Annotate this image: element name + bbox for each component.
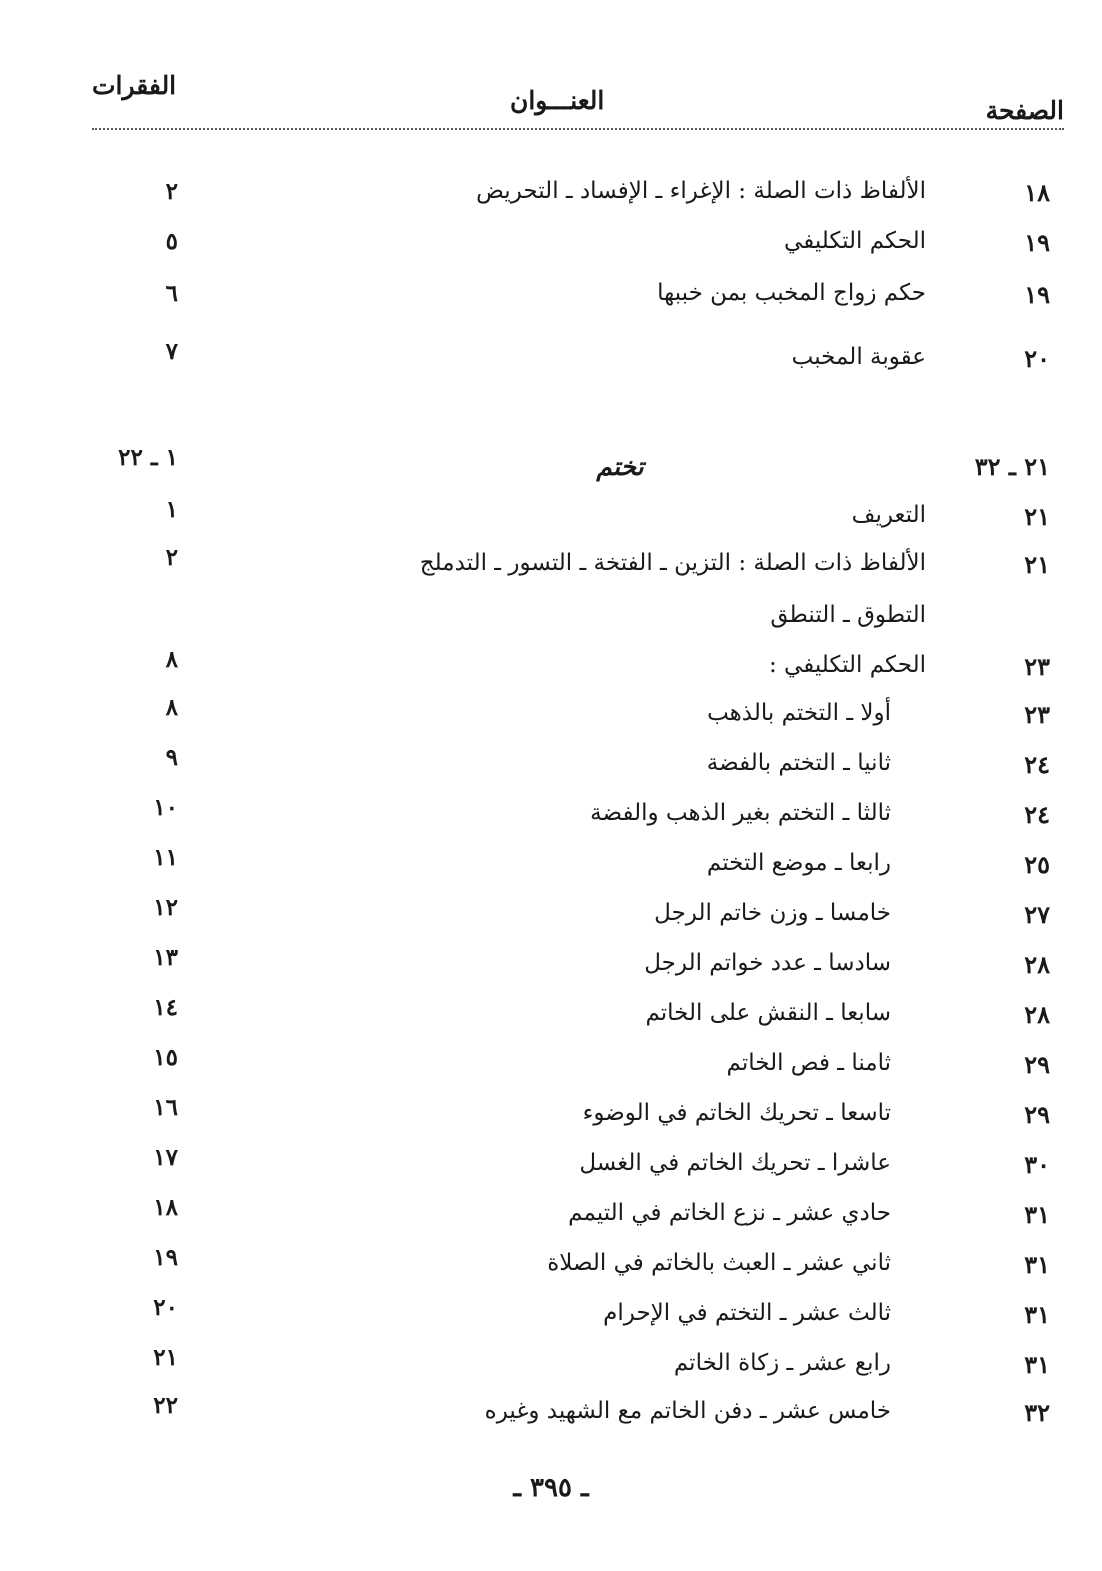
toc-paragraph-number: ١٥ [153,1044,178,1071]
toc-entry-title: حكم زواج المخبب بمن خببها [657,280,926,306]
toc-entry-title: حادي عشر ـ نزع الخاتم في التيمم [568,1200,891,1226]
toc-entry-title: سادسا ـ عدد خواتم الرجل [644,950,891,976]
toc-paragraph-number: ٢٠ [153,1294,178,1321]
header-divider [92,128,1064,130]
toc-paragraph-number: ١٣ [153,944,178,971]
toc-row [0,794,1102,840]
toc-paragraph-number: ٢ [165,544,178,571]
toc-entry-title: رابع عشر ـ زكاة الخاتم [673,1350,891,1376]
toc-entry-title: ثانيا ـ التختم بالفضة [706,750,891,776]
toc-paragraph-number: ٢١ [153,1344,178,1371]
toc-row [0,744,1102,790]
toc-page-number: ٣١ [1024,1300,1050,1329]
toc-entry-title: الألفاظ ذات الصلة : التزين ـ الفتخة ـ التسور ـ التدملج [419,550,926,576]
toc-paragraph-number: ١٤ [153,994,178,1021]
toc-paragraph-range: ١ ـ ٢٢ [118,444,178,471]
toc-row [0,994,1102,1040]
toc-row [0,228,1102,268]
toc-row [0,1144,1102,1190]
toc-paragraph-number: ١٨ [153,1194,178,1221]
toc-row [0,1094,1102,1140]
toc-row [0,1344,1102,1390]
toc-paragraph-number: ٧ [165,338,178,365]
toc-row [0,1244,1102,1290]
column-header-title: العنـــوان [510,86,605,115]
toc-row [0,944,1102,990]
toc-entry-title: خامسا ـ وزن خاتم الرجل [654,900,891,926]
page-number: ـ ٣٩٥ ـ [513,1473,589,1503]
toc-entry-title: الألفاظ ذات الصلة : الإغراء ـ الإفساد ـ التحريض [476,178,926,204]
toc-page-number: ١٩ [1024,280,1050,309]
toc-page-number: ٣٢ [1024,1398,1050,1427]
toc-page-number: ٢٨ [1024,950,1050,979]
toc-page-number: ٢٩ [1024,1100,1050,1129]
toc-entry-title: الحكم التكليفي : [768,652,926,678]
toc-paragraph-number: ١٩ [153,1244,178,1271]
toc-paragraph-number: ١١ [153,844,178,871]
toc-row [0,338,1102,384]
toc-page-number: ٢٤ [1024,750,1050,779]
column-header-paragraphs: الفقرات [92,71,177,100]
toc-row [0,178,1102,218]
toc-row [0,1294,1102,1340]
toc-row [0,894,1102,940]
toc-entry-title: التطوق ـ التنطق [770,602,926,628]
toc-paragraph-number: ٩ [165,744,178,771]
toc-entry-title: ثاني عشر ـ العبث بالخاتم في الصلاة [547,1250,891,1276]
toc-page-number: ٢٥ [1024,850,1050,879]
toc-entry-title: أولا ـ التختم بالذهب [707,700,891,726]
toc-row [0,496,1102,542]
toc-entry-title: عقوبة المخبب [791,344,926,370]
toc-entry-title: سابعا ـ النقش على الخاتم [645,1000,891,1026]
toc-page-number: ٢٠ [1024,344,1050,373]
toc-entry-title: التعريف [851,502,926,528]
toc-page-number: ٢١ [1024,550,1050,579]
toc-page-number: ١٨ [1024,178,1050,207]
toc-row [0,844,1102,890]
toc-page-number: ٣١ [1024,1200,1050,1229]
toc-paragraph-number: ١٧ [153,1144,178,1171]
toc-page-number: ١٩ [1024,228,1050,257]
toc-section-heading-row [0,444,1102,492]
toc-row-continuation [0,602,1102,642]
toc-entry-title: ثامنا ـ فص الخاتم [726,1050,891,1076]
toc-page-number: ٣١ [1024,1350,1050,1379]
toc-paragraph-number: ٢٢ [153,1392,178,1419]
toc-row [0,1044,1102,1090]
toc-page-number: ٢١ [1024,502,1050,531]
toc-page-number: ٢٣ [1024,700,1050,729]
toc-page-number: ٢٩ [1024,1050,1050,1079]
toc-entry-title: عاشرا ـ تحريك الخاتم في الغسل [579,1150,891,1176]
toc-paragraph-number: ١٢ [153,894,178,921]
toc-paragraph-number: ٦ [165,280,178,307]
toc-row [0,544,1102,590]
toc-entry-title: ثالثا ـ التختم بغير الذهب والفضة [590,800,891,826]
toc-paragraph-number: ٨ [165,646,178,673]
toc-row [0,694,1102,740]
toc-paragraph-number: ٥ [165,228,178,255]
toc-row [0,1392,1102,1438]
toc-page-number: ٢٧ [1024,900,1050,929]
toc-paragraph-number: ٢ [165,178,178,205]
toc-page-range: ٢١ ـ ٣٢ [974,452,1050,481]
toc-paragraph-number: ١٦ [153,1094,178,1121]
toc-paragraph-number: ٨ [165,694,178,721]
toc-section-heading: تختم [596,452,644,481]
toc-row [0,646,1102,692]
toc-paragraph-number: ١ [165,496,178,523]
toc-entry-title: ثالث عشر ـ التختم في الإحرام [603,1300,891,1326]
toc-paragraph-number: ١٠ [153,794,178,821]
toc-page-number: ٢٤ [1024,800,1050,829]
toc-row [0,280,1102,320]
toc-entry-title: تاسعا ـ تحريك الخاتم في الوضوء [582,1100,891,1126]
toc-page-number: ٣٠ [1024,1150,1050,1179]
toc-page-number: ٢٣ [1024,652,1050,681]
toc-entry-title: الحكم التكليفي [784,228,926,254]
column-header-page: الصفحة [985,96,1064,125]
toc-page-number: ٢٨ [1024,1000,1050,1029]
toc-row [0,1194,1102,1240]
toc-page-number: ٣١ [1024,1250,1050,1279]
toc-entry-title: رابعا ـ موضع التختم [706,850,891,876]
toc-entry-title: خامس عشر ـ دفن الخاتم مع الشهيد وغيره [484,1398,891,1424]
